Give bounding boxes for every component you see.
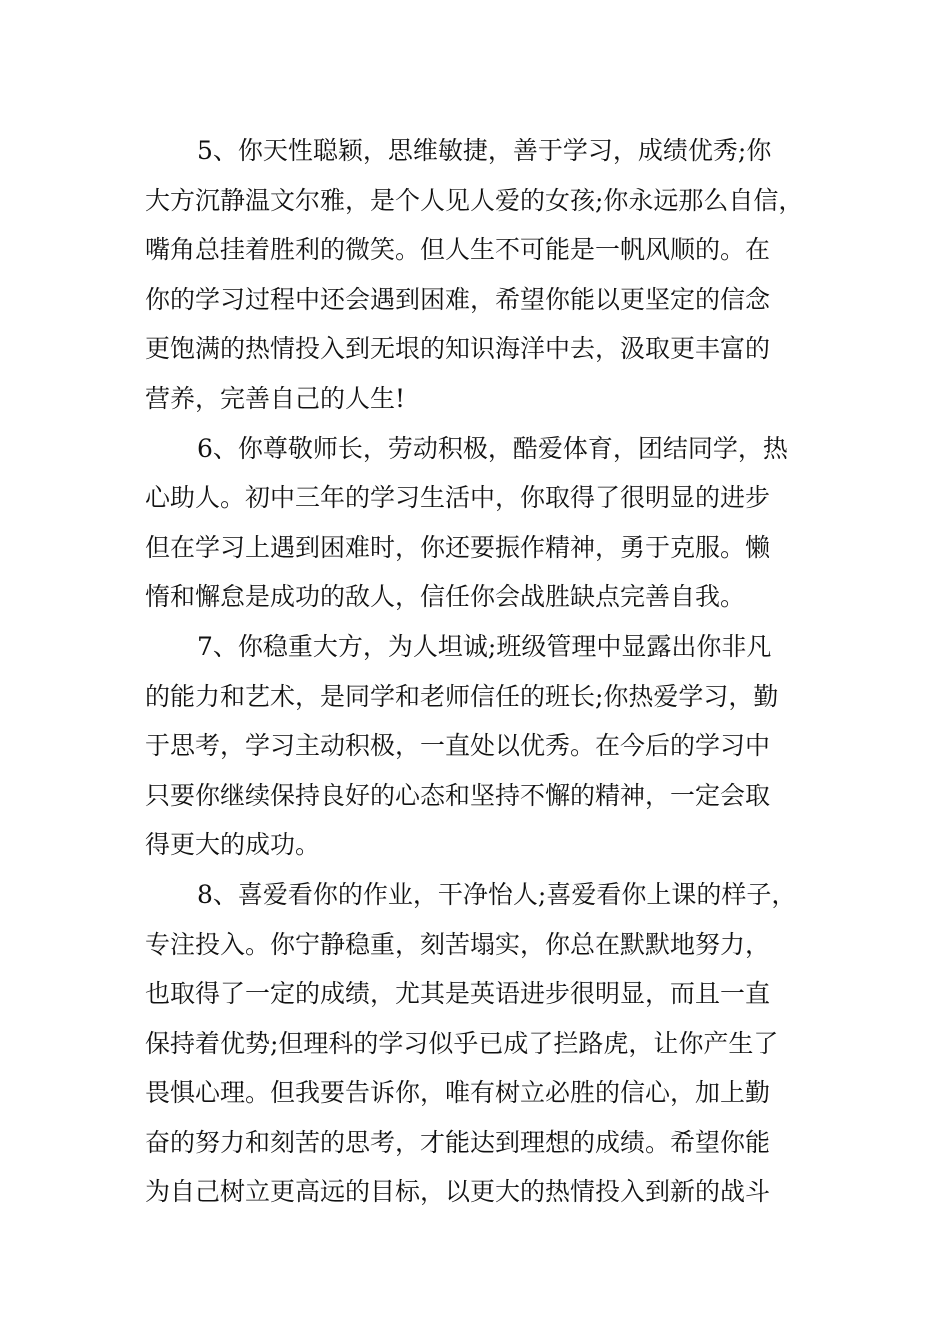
paragraph-5 [145, 126, 825, 424]
paragraph-line: 心助人。初中三年的学习生活中，你取得了很明显的进步 [145, 483, 771, 513]
paragraph-line: 5、你天性聪颖，思维敏捷，善于学习，成绩优秀;你 [197, 136, 772, 165]
paragraph-line: 大方沉静温文尔雅，是个人见人爱的女孩;你永远那么自信， [145, 185, 804, 215]
paragraph-7 [145, 622, 825, 870]
paragraph-line: 但在学习上遇到困难时，你还要振作精神，勇于克服。懒 [145, 532, 771, 562]
paragraph-line: 奋的努力和刻苦的思考，才能达到理想的成绩。希望你能 [145, 1127, 771, 1157]
paragraph-line: 保持着优势;但理科的学习似乎已成了拦路虎，让你产生了 [145, 1028, 779, 1058]
paragraph-8 [145, 870, 825, 1217]
paragraph-line: 7、你稳重大方，为人坦诚;班级管理中显露出你非凡 [197, 631, 772, 661]
paragraph-line: 嘴角总挂着胜利的微笑。但人生不可能是一帆风顺的。在 [145, 235, 771, 265]
paragraph-line: 得更大的成功。 [145, 830, 321, 860]
paragraph-line: 惰和懈怠是成功的敌人，信任你会战胜缺点完善自我。 [145, 582, 746, 612]
paragraph-line: 于思考，学习主动积极，一直处以优秀。在今后的学习中 [145, 731, 771, 761]
paragraph-line: 的能力和艺术，是同学和老师信任的班长;你热爱学习，勤 [145, 681, 779, 711]
paragraph-line: 也取得了一定的成绩，尤其是英语进步很明显，而且一直 [145, 979, 771, 1009]
paragraph-line: 8、喜爱看你的作业，干净怡人;喜爱看你上课的样子， [197, 879, 797, 909]
paragraph-line: 营养，完善自己的人生! [145, 383, 406, 413]
paragraph-line: 更饱满的热情投入到无垠的知识海洋中去，汲取更丰富的 [145, 334, 771, 364]
paragraph-line: 畏惧心理。但我要告诉你，唯有树立必胜的信心，加上勤 [145, 1078, 771, 1108]
paragraph-6 [145, 424, 825, 622]
paragraph-line: 为自己树立更高远的目标，以更大的热情投入到新的战斗 [145, 1177, 771, 1207]
paragraph-line: 6、你尊敬师长，劳动积极，酷爱体育，团结同学，热 [197, 433, 788, 463]
paragraph-line: 专注投入。你宁静稳重，刻苦塌实，你总在默默地努力， [145, 929, 771, 959]
paragraph-line: 你的学习过程中还会遇到困难，希望你能以更坚定的信念 [145, 284, 771, 314]
paragraph-line: 只要你继续保持良好的心态和坚持不懈的精神，一定会取 [145, 780, 771, 810]
document-body [145, 126, 825, 1217]
